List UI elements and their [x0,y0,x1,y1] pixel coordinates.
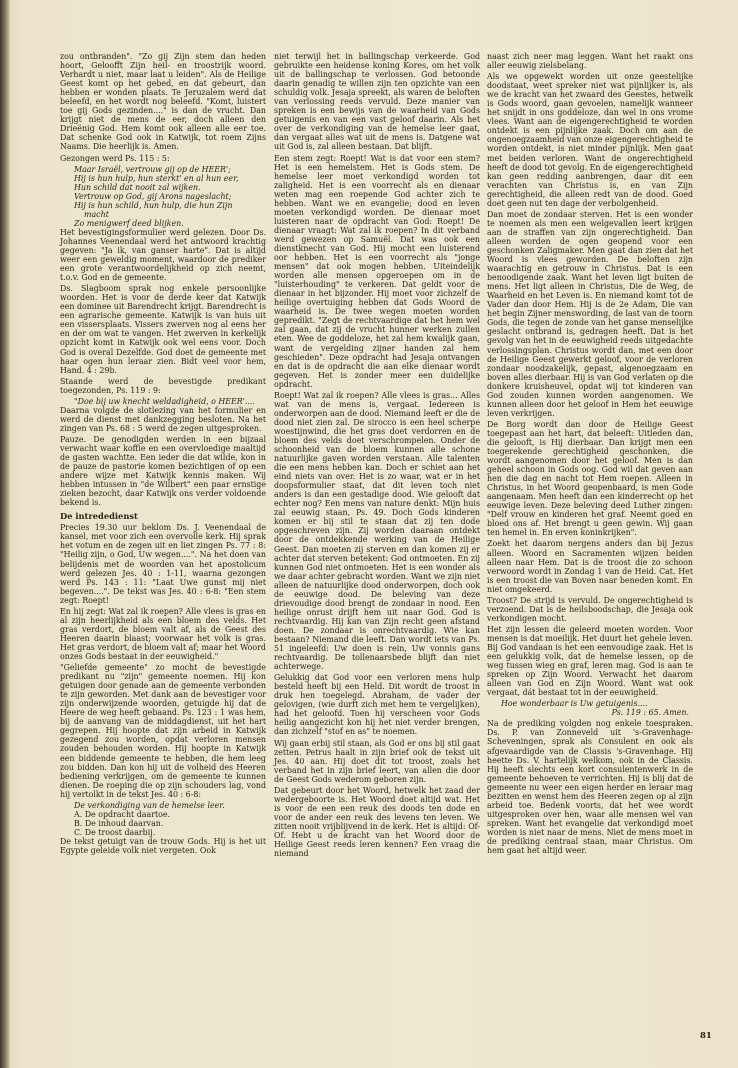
paragraph: Gelukkig dat God voor een verloren mens hulp besteld heeft bij een Held. Dit wordt de troost in druk hen toegelegd. Abraham, de vader der gelovigen, (wie durft zich met hem te vergelijken), had het geloofd. Toen hij verscheen voor Gods heilig aangezicht kon hij het niet verder brengen, dan zichzelf "stof en as" te noemen. [274,673,480,737]
paragraph: En hij zegt: Wat zal ik roepen? Alle vlees is gras en al zijn heerlijkheid als een bloem des velds. Het gras verdort, de bloem valt af, als de Geest des Heeren daarin blaast; voorwaar het volk is gras. Het gras verdort, de bloem valt af; maar het Woord onzes Gods bestaat in der eeuwigheid." [60,606,266,661]
paragraph: De Borg wordt dan door de Heilige Geest toegepast aan het hart, dat beleeft: Uitleden dan, die gelooft, is Hij dierbaar. Dan krijgt men een toegerekende gerechtigheid geschonken, die wordt aangenomen door het geloof. Men is dan geheel schoon in Gods oog. God wil dat geven aan hen die dag en nacht tot Hem roepen. Alleen in Christus, in het Woord geopenbaard, is men Gode aangenaam. Men heeft dan een kinderrecht op het eeuwige leven. Deze beleving deed Luther zingen: "Delf vrouw en kinderen het graf. Neemt goed en bloed ons af. Het brengt u geen gewin. Wij gaan ten hemel in. En erven koninkrijken". [487,419,693,538]
paragraph: naast zich neer mag leggen. Want het raakt ons aller eeuwig zielsbelang. [487,52,693,71]
paragraph: Dat gebeurt door het Woord, hetwelk het zaad der wedergeboorte is. Het Woord doet altijd wat. Het is voor de een een reuk des doods ten dode en voor de ander een reuk des levens ten leven. We zitten nooit vrijblijvend in de kerk. Het is altijd: Of-Of. Hebt u de kracht van het Woord door de Heilige Geest reeds leren kennen? Een vraag die niemand [274,785,480,859]
list-item: A. De opdracht daartoe. [74,809,171,819]
verse-line: Hij is hun schild, hun hulp, die hun Zijn [74,200,233,210]
paragraph: zou ontbranden". "Zo gij Zijn stem dan heden hoort, Geloofft Zijn heil- en troostrijk woord. Verhardt u niet, maar laat u leiden". Als de Heilige Geest komt op het gebed, en dat gebeurt, dan hebben er wonden plaats. Te Jeruzalem werd dat beleefd, en het wordt nog beleefd. "Komt, luistert toe gij Gods gezinden...." is dan de vrucht. Dan krijgt niet de mens de eer, doch alleen den Drieënig God. Hem komt ook alleen alle eer toe. Dat schenke God ook in Katwijk, tot roem Zijns Naams. Die heerlijk is. Amen. [60,52,266,152]
column-right [487,52,693,857]
column-middle [274,52,480,860]
paragraph: Het bevestigingsformulier werd gelezen. Door Ds. Johannes Veenendaal werd het antwoord krachtig gegeven: "Ja ik, van ganser harte". Dat is altijd weer een geweldig moment, waardoor de prediker een grote verantwoordelijkheid op zich neemt, t.o.v. God en de gemeente. [60,227,266,283]
paragraph: Als we opgewekt worden uit onze geestelijke doodstaat, weet spreker niet wat pijnlijker is, als we de kracht van het zwaard des Geestes, hetwelk is Gods woord, gaan gevoelen, namelijk wanneer het snijdt in ons goddeloze, dan wel in ons vrome vlees. Want aan de eigengerechtigheid te worden ontdekt is een pijnlijke zaak. Doch om aan de ongenoegzaamheid van onze eigengerechtigheid te worden ontdekt, is niet minder pijnlijk. Men gaat met beiden verloren. Want de ongerechtigheid heeft de dood tot gevolg. En de eigengerechtigheid kan geen redding aanbrengen, daar dit een verachten van Christus is, en van Zijn gerechtigheid, die alleen redt van de dood. Goed doet geen nut ten dage der verbolgenheid. [487,72,693,208]
paragraph: "Geliefde gemeente" zo mocht de bevestigde predikant nu "zijn" gemeente noemen. Hij kon getuigen door genade aan de gemeente verbonden te zijn geworden. Met dank aan de bevestiger voor zijn onderwijzende woorden, getuigde hij dat de Heere de weg heeft gebaand. Ps. 123 : 1 was hem, bij de aanvang van de middagdienst, uit het hart gegrepen. Hij hoopte dat zijn arbeid in Katwijk gezegend zou worden, opdat verloren mensen zouden behouden worden. Hij hoopte in Katwijk een biddende gemeente te hebben, die hem leeg zou bidden. Dan kon hij uit de volheid des Heeren bediening verkrijgen, om de gemeente te kunnen dienen. De roeping die op zijn schouders lag, vond hij vertolkt in de tekst Jes. 40 : 6-8: [60,663,266,799]
paragraph: De tekst getuigt van de trouw Gods. Hij is het uit Egypte geleide volk niet vergeten. Ook [60,836,266,855]
paragraph: Ds. Slagboom sprak nog enkele persoonlijke woorden. Het is voor de derde keer dat Katwijk een dominee uit Barendrecht krijgt. Barendrecht is een agrarische gemeente. Katwijk is van huis uit een vissersplaats. Vissers zwerven nog al eens her en der om wat te vangen. Het zwerven in kerkelijk opzicht komt in Katwijk ook wel eens voor. Doch God is overal Dezelfde. God doet de gemeente met haar ogen hun leraar zien. Bidt veel voor hem, Hand. 4 : 29b. [60,284,266,375]
list-item: C. De troost daarbij. [74,827,156,837]
verse-line: Vertrouw op God, gij Arons nageslacht; [74,191,232,201]
verse-line: Maar Israël, vertrouw gij op de HEER'; [74,164,231,174]
verse-line: Zo menigwerf deed blijken. [74,218,184,228]
page-binding-edge [0,0,10,1068]
verse-line: Hoe wonderbaar is Uw getuigenis.... [501,699,648,709]
section-heading: De intrededienst [60,511,138,522]
paragraph: niet terwijl het in ballingschap verkeerde. God gebruikte een heidense koning Kores, om het volk uit de ballingschap te verlossen. God betoonde daarin genadig te willen zijn ten opzichte van een schuldig volk. Jesaja spreekt, als waren de beloften van verlossing reeds vervuld. Deze manier van spreken is een bewijs van de waarheid van Gods getuigenis en van een vast geloof daarin. Als het over de verkondiging van de hemelse leer gaat, dan vergaat alles wat uit de mens is. Datgene wat uit God is, zal alleen bestaan. Dat blijft. [274,52,480,152]
paragraph: Pauze. De genodigden werden in een bijzaal verwacht waar koffie en een overvloedige maaltijd de gasten wachtte. Een ieder die dat wilde, kon in de pauze de pastorie komen bezichtigen of op een andere wijze met Katwijk kennis maken. Wij hebben intussen in "de Wilbert" een paar ernstige zieken bezocht, daar Katwijk ons verder voldoende bekend is. [60,434,266,508]
paragraph: Na de prediking volgden nog enkele toespraken. Ds. P. van Zonneveld uit 's-Gravenhage-Scheveningen, sprak als Consulent en ook als afgevaardigde van de Classis 's-Gravenhage. Hij heette Ds. V. hartelijk welkom, ook in de Classis. Hij heeft slechts een kort consulentenwerk in de gemeente behoeven te verrichten. Hij is blij dat de gemeente nu weer een eigen herder en leraar mag bezitten en wenst hem des Heeren zegen op al zijn arbeid toe. Bedenk voorts, dat het wee wordt uitgesproken over hen, waar alle mensen wel van spreken. Want het evangelie dat verkondigd moet worden is niet naar de mens. Niet de mens moet in de prediking centraal staan, maar Christus. Om hem gaat het altijd weer. [487,719,693,856]
verse-line: "Doe bij uw knecht weldadigheid, o HEER'.... [74,396,255,406]
verse-line: Hun schild dat nooit zal wijken. [74,182,201,192]
paragraph: Daarna volgde de slotlezing van het formulier en werd de dienst met dankzegging besloten. Na het zingen van Ps. 68 : 5 werd de zegen uitgesproken. [60,405,266,433]
paragraph: Roept! Wat zal ik roepen? Alle vlees is gras... Alles wat van de mens is, vergaat. Iedereen is onderworpen aan de dood. Niemand leeft er die de dood niet zien zal. De sirocco is een heel scherpe woestijnwind, die het gras doet verdorren en de bloem des velds doet verschrompelen. Onder de schoonheid van de bloem kunnen alle schone natuurlijke gaven worden verstaan. Alle talenten die een mens hebben kan. Doch er schiet aan het eind niets van over. Het is zo waar, wat er in het doopsformulier staat, dat dit leven toch niet anders is dan een gestadige dood. Wie gelooft dat echter nog? Een mens van nature denkt: Mijn huis zal eeuwig staan, Ps. 49. Doch Gods kinderen komen er bij stil te staan dat zij ten dode opgeschreven zijn. Zij worden daaraan ontdekt door de ontdekkende werking van de Heilige Geest. Dan moeten zij sterven en dan komen zij er achter dat sterven betekent: God ontmoeten. En zij kunnen God niet ontmoeten. Het is een wonder als we daar achter gebracht worden. Want we zijn niet alleen de natuurlijke dood onderworpen, doch ook de eeuwige dood. De beleving van deze drievoudige dood brengt de zondaar in nood. Een heilige onrust drijft hem uit naar God. God is rechtvaardig. Hij kan van Zijn recht geen afstand doen. De zondaar is onrechtvaardig. Wie kan bestaan? Niemand die leeft. Dan wordt iets van Ps. 51 ingeleefd: Uw doen is rein, Uw vonnis gans rechtvaardig. De tollenaarsbede blijft dan niet achterwege. [274,390,480,672]
paragraph: Gezongen werd Ps. 115 : 5: [60,153,170,163]
verse-line: macht [84,209,109,219]
paragraph: Troost? De strijd is vervuld. De ongerechtigheid is verzoend. Dat is de heilsboodschap, die Jesaja ook verkondigen mocht. [487,595,693,623]
page-number: 81 [700,1031,712,1041]
list-item: B. De inhoud daarvan. [74,818,164,828]
paragraph: Zoekt het daarom nergens anders dan bij Jezus alleen. Woord en Sacramenten wijzen beiden alleen naar Hem. Dat is de troost die zo schoon verwoord wordt in Zondag 1 van de Heid. Cat. Het is een troost die van Boven naar beneden komt. En niet omgekeerd. [487,539,693,594]
paragraph: Het zijn lessen die geleerd moeten worden. Voor mensen is dat moeilijk. Het duurt het gehele leven. Bij God vandaan is het een eenvoudige zaak. Het is een gelukkig volk, dat de hemelse lessen, op de weg tussen wieg en graf, leren mag. God is aan te spreken op Zijn Woord. Verwacht het daarom alleen van God en Zijn Woord. Want wat ook vergaat, dát bestaat tot in der eeuwigheid. [487,624,693,698]
verse-line: De verkondiging van de hemelse leer. [74,800,225,810]
scripture-reference: Ps. 119 : 65. Amen. [611,708,689,718]
column-left [60,52,266,857]
paragraph: Precies 19.30 uur beklom Ds. J. Veenendaal de kansel, met voor zich een overvolle kerk. Hij sprak het votum en de zegen uit en liet zingen Ps. 77 : 8: "Heilig zijn, o God, Uw wegen....". Na het doen van belijdenis met de woorden van het apostolicum werd gelezen Jes. 40 : 1-11, waarna gezongen werd Ps. 143 : 11: "Laat Uwe gunst mij niet begeven....". De tekst was Jes. 40 : 6-8: "Een stem zegt: Roept! [60,523,266,605]
paragraph: Wij gaan erbij stil staan, als God er ons bij stil gaat zetten. Petrus haalt in zijn brief ook de tekst uit Jes. 40 aan. Hij doet dit tot troost, zoals het verband het in zijn brief leert, van allen die door de Geest Gods wederom geboren zijn. [274,738,480,784]
paragraph: Dan moet de zondaar sterven. Het is een wonder te noemen als men een welgevallen leert krijgen aan de straffen van zijn ongerechtigheid. Dan alleen worden de ogen geopend voor een geschonken Zaligmaker. Men gaat dan zien dat het Woord is vlees geworden. De beloften zijn waarachtig en getrouw in Christus. Dat is een benoodigende zaak. Want het leven ligt buiten de mens. Het ligt alleen in Christus, Die de Weg, de Waarheid en het Leven is. En niemand komt tot de Vader dan door Hem. Hij is de 2e Adam, Die van het begin Zijner menswording, de last van de toorn Gods, die tegen de zonde van het ganse menselijke geslacht ontbrand is, gedragen heeft. Dat is het gevolg van het in de eeuwigheid reeds uitgedachte verlossingsplan. Christus wordt dan, met een door de Heilige Geest gewerkt geloof, voor de verloren zondaar noodzakelijk, gepast, algenoegzaam en boven alles dierbaar. Hij is van God verlaten op die donkere kruisheuvel, opdat wij tot kinderen van God zouden kunnen worden aangenomen. We kunnen alleen door het geloof in Hem het eeuwige leven verkrijgen. [487,209,693,418]
verse-line: Hij is hun hulp, hun sterkt' en al hun eer, [74,173,239,183]
paragraph: Een stem zegt: Roept! Wat is dat voor een stem? Het is een hemelstem. Het is Gods stem. De hemelse leer moet verkondigd worden tot zaligheid. Het is een voorrecht als en dienaar weten mag een roepende God achter zich te hebben. Want we en evangelie; dood en leven moeten verkondigd worden. De dienaar moet luisteren naar de opdracht van God: Roept! De dienaar vraagt: Wat zal ik roepen? In dit verband werd gewezen op Samuël. Dat was ook een dienstknecht van God. Hij mocht een luisterend oor hebben. Het is een voorrecht als "jonge mensen" dat ook mogen hebben. Uiteindelijk worden alle mensen opgeroepen om in de "luisterhouding" te verkeren. Dat geldt voor de dienaar in het bijzonder. Hij moet voor zichzelf de heilige overtuiging hebben dat Gods Woord de waarheid is. De twee wegen moeten worden gepredikt. "Zegt de rechtvaardige dat het hem wel zal gaan, dat zij de vrucht hunner werken zullen eten. Wee de goddeloze, het zal hem kwalijk gaan, want de vergelding zijner handen zal hem geschieden". Deze opdracht had Jesaja ontvangen en dat is de opdracht die aan elke dienaar wordt gegeven. Het is zonder meer een duidelijke opdracht. [274,153,480,389]
paragraph: Staande werd de bevestigde predikant toegezonden, Ps. 119 : 9: [60,376,266,395]
